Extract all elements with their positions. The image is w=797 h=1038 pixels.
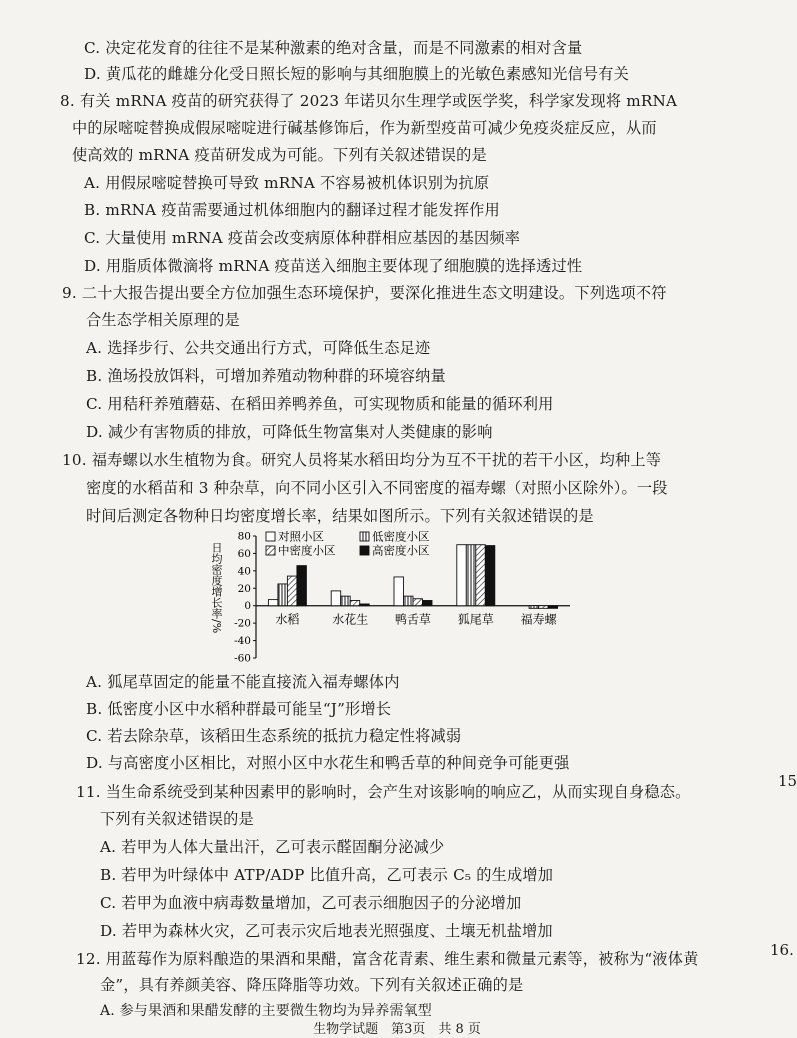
page-footer: 生物学试题 第3页 共 8 页 [313, 1022, 481, 1037]
bar-中密度小区-水稻 [287, 576, 297, 606]
y-tick-label: -20 [234, 617, 251, 630]
legend-swatch [266, 546, 275, 555]
legend-swatch [360, 546, 369, 555]
bar-高密度小区-水稻 [297, 566, 307, 606]
q9-option-b: B. 渔场投放饵料，可增加养殖动物种群的环境容纳量 [86, 367, 446, 385]
q11-option-c: C. 若甲为血液中病毒数量增加，乙可表示细胞因子的分泌增加 [100, 894, 522, 912]
q8-option-b: B. mRNA 疫苗需要通过机体细胞内的翻译过程才能发挥作用 [84, 201, 500, 219]
q9-option-a: A. 选择步行、公共交通出行方式，可降低生态足迹 [86, 339, 431, 357]
q10-stem-2: 密度的水稻苗和 3 种杂草，向不同小区引入不同密度的福寿螺（对照小区除外）。一段 [86, 479, 668, 497]
y-tick-label: -60 [234, 652, 251, 665]
q8-stem-2: 中的尿嘧啶替换成假尿嘧啶进行碱基修饰后，作为新型疫苗可减少免疫炎症反应，从而 [72, 119, 657, 137]
q10-stem-1: 10. 福寿螺以水生植物为食。研究人员将某水稻田均分为互不干扰的若干小区，均种上等 [62, 451, 662, 469]
q9-stem-1: 9. 二十大报告提出要全方位加强生态环境保护，要深化推进生态文明建设。下列选项不符 [62, 284, 667, 302]
q8-stem-1: 8. 有关 mRNA 疫苗的研究获得了 2023 年诺贝尔生理学或医学奖，科学家发现将 mRNA [60, 92, 678, 110]
margin-question-15: 15 [778, 772, 797, 790]
bar-中密度小区-鸭舌草 [413, 599, 423, 606]
q9-option-d: D. 减少有害物质的排放，可降低生物富集对人类健康的影响 [86, 423, 493, 441]
legend-label: 中密度小区 [278, 543, 336, 558]
bar-高密度小区-狐尾草 [485, 546, 495, 606]
bar-高密度小区-水花生 [360, 604, 370, 606]
y-tick-label: -40 [234, 635, 251, 648]
q7-option-c: C. 决定花发育的往往不是某种激素的绝对含量，而是不同激素的相对含量 [84, 39, 583, 57]
q9-stem-2: 合生态学相关原理的是 [86, 311, 240, 329]
bar-高密度小区-福寿螺 [548, 606, 558, 609]
bar-低密度小区-水稻 [278, 584, 288, 606]
x-tick-label: 水稻 [275, 612, 300, 627]
q8-stem-3: 使高效的 mRNA 疫苗研发成为可能。下列有关叙述错误的是 [72, 146, 487, 164]
bar-中密度小区-福寿螺 [539, 606, 549, 609]
q10-option-b: B. 低密度小区中水稻种群最可能呈“J”形增长 [86, 700, 392, 718]
bar-低密度小区-鸭舌草 [404, 596, 414, 606]
bar-对照小区-水花生 [331, 591, 341, 606]
legend-label: 低密度小区 [372, 529, 430, 544]
legend-swatch [360, 532, 369, 541]
q12-stem-2: 金”，具有养颜美容、降压降脂等功效。下列有关叙述正确的是 [100, 976, 524, 994]
bar-对照小区-狐尾草 [457, 545, 467, 606]
q11-option-b: B. 若甲为叶绿体中 ATP/ADP 比值升高，乙可表示 C₅ 的生成增加 [100, 866, 554, 884]
bar-中密度小区-狐尾草 [476, 545, 486, 606]
bar-高密度小区-鸭舌草 [423, 600, 433, 605]
y-tick-label: 20 [237, 582, 251, 595]
q10-stem-3: 时间后测定各物种日均密度增长率，结果如图所示。下列有关叙述错误的是 [86, 507, 594, 525]
legend-label: 高密度小区 [372, 543, 430, 558]
x-tick-label: 水花生 [332, 612, 369, 627]
x-tick-label: 鸭舌草 [394, 612, 432, 627]
q11-option-a: A. 若甲为人体大量出汗，乙可表示醛固酮分泌减少 [100, 838, 445, 856]
x-tick-label: 狐尾草 [457, 612, 494, 627]
q11-option-d: D. 若甲为森林火灾，乙可表示灾后地表光照强度、土壤无机盐增加 [100, 922, 553, 940]
q8-option-a: A. 用假尿嘧啶替换可导致 mRNA 不容易被机体识别为抗原 [84, 174, 490, 192]
bar-低密度小区-水花生 [341, 596, 351, 606]
q11-stem-2: 下列有关叙述错误的是 [100, 810, 254, 828]
x-tick-label: 福寿螺 [520, 612, 557, 627]
q10-option-a: A. 狐尾草固定的能量不能直接流入福寿螺体内 [86, 673, 400, 691]
q8-option-c: C. 大量使用 mRNA 疫苗会改变病原体种群相应基因的基因频率 [84, 229, 521, 247]
bar-低密度小区-狐尾草 [466, 545, 476, 606]
q12-stem-1: 12. 用蓝莓作为原料酿造的果酒和果醋，富含花青素、维生素和微量元素等，被称为“液体黄 [76, 950, 699, 968]
margin-question-16: 16. [770, 941, 794, 959]
bar-低密度小区-福寿螺 [529, 606, 539, 609]
bar-对照小区-水稻 [268, 600, 278, 606]
y-axis-label: 日均密度增长率/% [210, 542, 223, 634]
growth-rate-bar-chart [200, 526, 580, 672]
y-tick-label: 80 [237, 530, 251, 543]
y-tick-label: 40 [237, 565, 251, 578]
y-tick-label: 60 [237, 547, 251, 560]
q7-option-d: D. 黄瓜花的雌雄分化受日照长短的影响与其细胞膜上的光敏色素感知光信号有关 [84, 65, 630, 83]
bar-中密度小区-水花生 [350, 600, 360, 605]
legend-label: 对照小区 [278, 529, 324, 544]
q8-option-d: D. 用脂质体微滴将 mRNA 疫苗送入细胞主要体现了细胞膜的选择透过性 [84, 257, 583, 275]
q10-option-d: D. 与高密度小区相比，对照小区中水花生和鸭舌草的种间竞争可能更强 [86, 754, 570, 772]
legend-swatch [266, 532, 275, 541]
q9-option-c: C. 用秸秆养殖蘑菇、在稻田养鸭养鱼，可实现物质和能量的循环利用 [86, 395, 554, 413]
q11-stem-1: 11. 当生命系统受到某种因素甲的影响时，会产生对该影响的响应乙，从而实现自身稳态。 [76, 783, 691, 801]
q10-option-c: C. 若去除杂草，该稻田生态系统的抵抗力稳定性将减弱 [86, 727, 462, 745]
bar-对照小区-鸭舌草 [394, 577, 404, 606]
y-tick-label: 0 [244, 600, 251, 613]
q12-option-a: A. 参与果酒和果醋发酵的主要微生物均为异养需氧型 [100, 1003, 433, 1019]
